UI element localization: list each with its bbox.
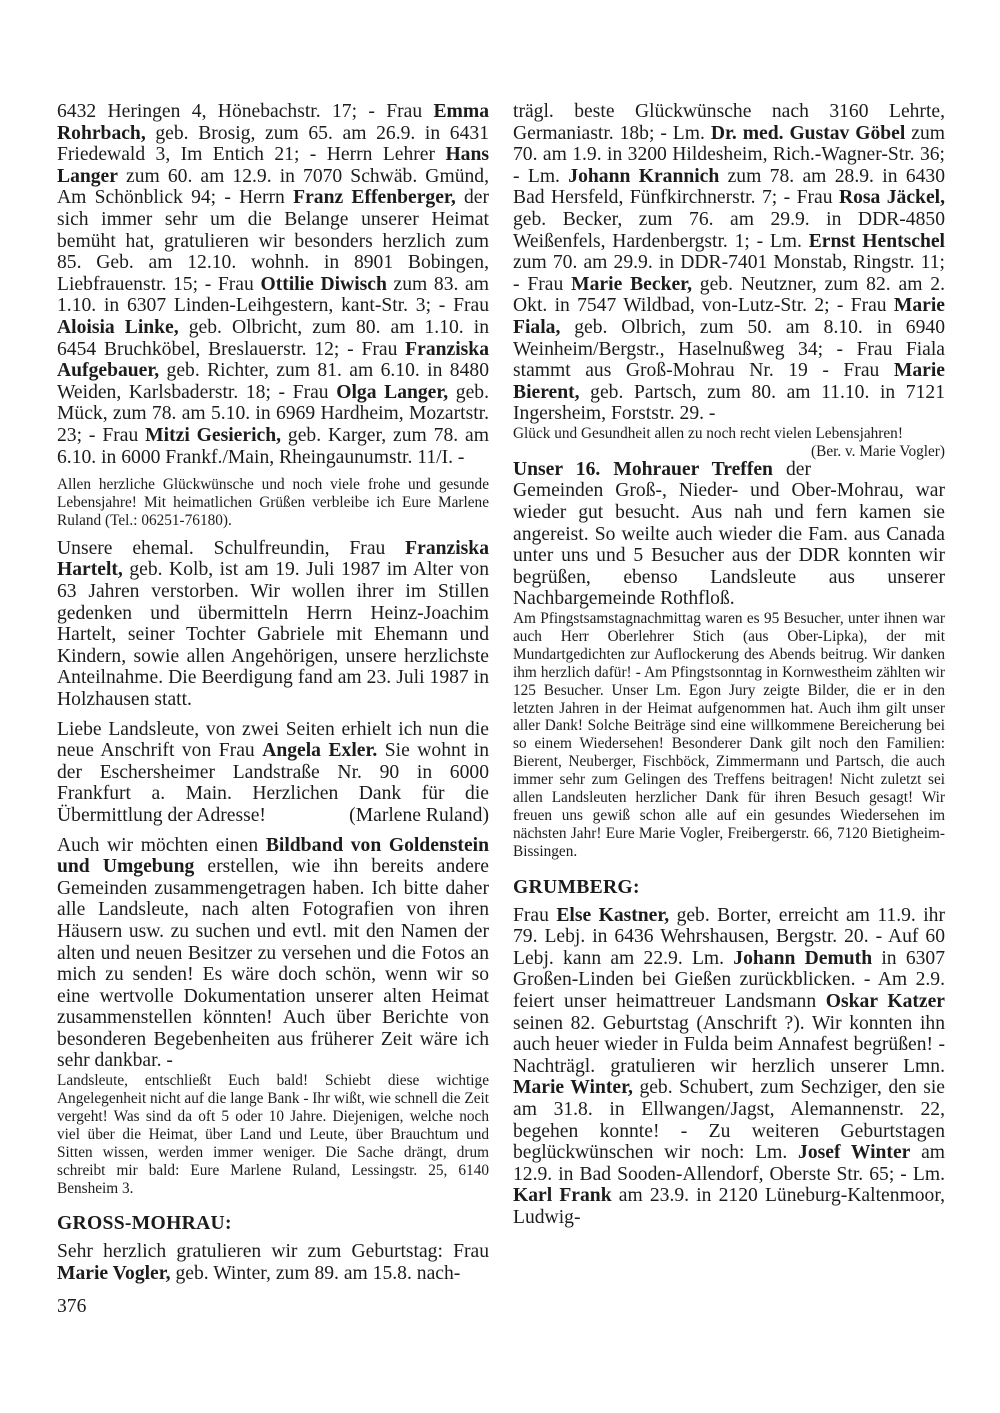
text-run: Sie wohnt in der Eschersheimer Landstraße Nr. 90 in 6000 Frankfurt a. Main. Herzlichen Dank für die Übermittlung der Adresse! — [57, 740, 489, 826]
text-run: in 6307 Großen-Linden bei Gießen zurückblicken. - Am 2.9. feiert unser heimattreuer Landsmann — [513, 947, 946, 1013]
text-run: zum 78. am 28.9. in 6430 Bad Hersfeld, Fünfkirchnerstr. 7; - Frau — [513, 165, 946, 209]
treffen-details: Am Pfingstsamstagnachmittag waren es 95 Besucher, unter ihnen war auch Herr Oberlehrer Stich (aus Ober-Lipka), der mit Mundartgedichten zur Auflockerung des Abends beitrug. Wir danken ihm herzlich dafür! - Am Pfingstsonntag in Kornwestheim zählten wir 125 Besucher. Unser Lm. Egon Jury zeigte Bilder, die er in den letzten Jahren in der Heimat aufgenommen hat. Auch ihm gilt unser aller Dank! Solche Beiträge sind eine willkommene Bereicherung bei so einem Wiedersehen! Besonderer Dank gilt noch den Familien: Bierent, Neuberger, Fischböck, Zimmermann und Partsch, die auch immer sehr zum Gelingen des Treffens beitragen! Nicht zuletzt sei allen Landsleuten herzlicher Dank für ihren Besuch gesagt! Wir freuen uns gewiß schon alle auf ein gesundes Wiedersehen im nächsten Jahr! Eure Marie Vogler, Freibergerstr. 66, 7120 Bietigheim-Bissingen. — [513, 609, 945, 860]
bold-name: Johann Krannich — [568, 165, 720, 187]
bold-name: Marie Bierent, — [513, 360, 945, 403]
text-run: geb. Karger, zum 78. am 6.10. in 6000 Frankf./Main, Rheingaunumstr. 11/I. - — [57, 424, 489, 468]
text-run: erstellen, wie ihn bereits andere Gemeinden zusammengetragen haben. Ich bitte daher alle Landsleute, nach alten Fotografien von ihren Häusern usw. zu suchen und evtl. mit den Namen der alten und neuen Besitzer zu versehen und die Fotos an mich zu senden! Es wäre doch schön, wenn wir so eine wertvolle Dokumentation unserer alten Heimat zusammenstellen könnten! Auch über Berichte von besonderen Begebenheiten aus früherer Zeit wäre ich sehr dankbar. - — [57, 856, 489, 1072]
text-run: geb. Richter, zum 81. am 6.10. in 8480 Weiden, Karlsbaderstr. 18; - Frau — [57, 360, 489, 403]
text-run: geb. Kolb, ist am 19. Juli 1987 im Alter von 63 Jahren verstorben. Wir wollen ihrer im Stillen gedenken und übermitteln Herrn Heinz-Joachim Hartelt, seiner Tochter Gabriele mit Ehemann und Kindern, sowie allen Angehörigen, unsere herzlichste Anteilnahme. Die Beerdigung fand am 23. Juli 1987 in Holzhausen statt. — [57, 559, 489, 710]
text-run: Auch wir möchten einen — [57, 834, 266, 856]
text-run: geb. Partsch, zum 80. am 11.10. in 7121 Ingersheim, Forststr. 29. - — [513, 381, 945, 425]
bildband-appeal: Landsleute, entschließt Euch bald! Schiebt diese wichtige Angelegenheit nicht auf die lange Bank - Ihr wißt, wie schnell die Zeit vergeht! Was sind da oft 5 oder 10 Jahre. Diejenigen, welche noch viel über die Heimat, über Land und Leute, über Brauchtum und Sitten wissen, werden immer weniger. Die Sache drängt, drum schreibt mir bald: Eure Marlene Ruland, Lessingstr. 25, 6140 Bensheim 3. — [57, 1072, 489, 1197]
bold-name: Josef Winter — [798, 1142, 911, 1164]
wish — [513, 424, 945, 460]
text-run: am 12.9. in Bad Sooden-Allendorf, Oberste Str. 65; - Lm. — [513, 1142, 946, 1185]
bold-name: Marie Fiala, — [513, 295, 945, 338]
text-run: der Gemeinden Groß-, Nieder- und Ober-Mohrau, war wieder gut besucht. Aus nah und fern kamen sie angereist. So weilte auch wieder die Fam. aus Canada unter uns und 5 Besucher aus der DDR konnten wir begrüßen, ebenso Landsleute aus unserer Nachbargemeinde Rothfloß. — [513, 458, 945, 610]
text-run: geb. Neutzner, zum 82. am 2. Okt. in 7547 Wildbad, von-Lutz-Str. 2; - Frau — [513, 273, 945, 317]
text-run: Liebe Landsleute, von zwei Seiten erhielt ich nun die neue Anschrift von Frau — [57, 718, 489, 762]
text-run: zum 70. am 1.9. in 3200 Hildesheim, Rich.-Wagner-Str. 36; - Lm. — [513, 122, 945, 187]
bold-name: Rosa Jäckel, — [838, 187, 945, 209]
text-run: geb. Becker, zum 76. am 29.9. in DDR-4850 Weißenfels, Hardenbergstr. 1; - Lm. — [513, 208, 945, 252]
gross-mohrau-intro — [57, 1241, 489, 1284]
text-run: Sehr herzlich gratulieren wir zum Geburtstag: Frau — [57, 1241, 489, 1263]
bold-name: Hans Langer — [57, 144, 489, 187]
bold-name: Franziska Hartelt, — [57, 537, 489, 581]
bold-name: Aloisia Linke, — [57, 316, 179, 338]
text-run: seinen 82. Geburtstag (Anschrift ?). Wir konnten ihn auch heuer wieder in Fulda beim Annafest begrüßen! - Nachträgl. gratulieren wir herzlich unserer Lmn. — [513, 1012, 945, 1077]
obituary-hartelt — [57, 538, 489, 711]
text-run: geb. Mück, zum 78. am 5.10. in 6969 Hardheim, Mozartstr. 23; - Frau — [57, 381, 490, 446]
bold-name: Marie Winter, — [513, 1077, 633, 1099]
bold-name: Marie Becker, — [571, 273, 692, 295]
address-notice-signature: (Marlene Ruland) — [349, 804, 489, 826]
page-number: 376 — [57, 1296, 87, 1317]
text-run: geb. Schubert, zum Sechziger, den sie am 31.8. in Ellwangen/Jagst, Alemannenstr. 22, begehen konnte! - Zu weiteren Geburtstagen beglückwünschen wir noch: Lm. — [513, 1077, 945, 1164]
text-run: zum 70. am 29.9. in DDR-7401 Monstab, Ringstr. 11; - Frau — [513, 252, 945, 295]
bold-name: Marie Vogler, — [57, 1263, 171, 1284]
text-run: 6432 Heringen 4, Hönebachstr. 17; - Frau — [57, 101, 434, 122]
text-run: der sich immer sehr um die Belange unserer Heimat bemüht hat, gratulieren wir besonders herzlich zum 85. Geb. am 12.10. wohnh. in 8901 Bobingen, Liebfrauenstr. 15; - Frau — [57, 187, 489, 295]
birthday-list-part1 — [57, 101, 489, 468]
birthday-list-part2 — [513, 101, 945, 425]
text-run: geb. Olbrich, zum 50. am 8.10. in 6940 Weinheim/Bergstr., Haselnußweg 34; - Frau Fiala stammt aus Groß-Mohrau Nr. 19 - Frau — [513, 316, 945, 382]
bold-name: Johann Demuth — [733, 947, 873, 969]
bold-name: Karl Frank — [513, 1185, 612, 1207]
heading-gross-mohrau: GROSS-MOHRAU: — [57, 1213, 232, 1235]
wish-text: Glück und Gesundheit allen zu noch recht vielen Lebensjahren! — [513, 424, 903, 442]
text-run: zum 83. am 1.10. in 6307 Linden-Leihgestern, kant-Str. 3; - Frau — [57, 273, 489, 317]
bold-name: Franz Effenberger, — [293, 187, 456, 209]
text-run: geb. Winter, zum 89. am 15.8. nach- — [170, 1263, 461, 1284]
bold-name: Olga Langer, — [336, 381, 449, 403]
grumberg-birthdays — [513, 905, 945, 1229]
bold-name: Mitzi Gesierich, — [145, 424, 282, 446]
bold-name: Ernst Hentschel — [808, 230, 945, 252]
heading-grumberg: GRUMBERG: — [513, 876, 640, 898]
text-run: geb. Brosig, zum 65. am 26.9. in 6431 Friedewald 3, Im Entich 21; - Herrn Lehrer — [57, 122, 489, 166]
bold-name: Franziska Aufgebauer, — [57, 338, 489, 382]
text-run: Unsere ehemal. Schulfreundin, Frau — [57, 537, 406, 559]
bold-name: Emma Rohrbach, — [57, 101, 489, 144]
left-column — [57, 101, 489, 1285]
right-column — [513, 101, 945, 1229]
bold-name: Else Kastner, — [556, 904, 670, 926]
mohrauer-treffen — [513, 459, 945, 610]
text-run: zum 60. am 12.9. in 7070 Schwäb. Gmünd, Am Schönblick 94; - Herrn — [57, 165, 489, 209]
text-run: geb. Borter, erreicht am 11.9. ihr 79. Lebj. in 6436 Wehrshausen, Bergstr. 20. - Auf 60 Lebj. kann am 22.9. Lm. — [513, 904, 945, 969]
greeting-ruland: Allen herzliche Glückwünsche und noch viele frohe und gesunde Lebensjahre! Mit heimatlichen Grüßen verbleibe ich Eure Marlene Ruland (Tel.: 06251-76180). — [57, 476, 489, 529]
wish-signature: (Ber. v. Marie Vogler) — [811, 442, 945, 460]
text-run: geb. Olbricht, zum 80. am 1.10. in 6454 Bruchköbel, Breslauerstr. 12; - Frau — [57, 316, 489, 360]
bold-name: Bildband von Goldenstein und Umgebung — [57, 834, 489, 878]
text-run: Frau — [513, 904, 557, 926]
text-run: am 23.9. in 2120 Lüneburg-Kaltenmoor, Ludwig- — [513, 1185, 945, 1228]
address-notice — [57, 719, 489, 827]
bold-name: Dr. med. Gustav Göbel — [710, 122, 906, 144]
bold-name: Ottilie Diwisch — [260, 273, 387, 295]
bildband-request — [57, 835, 489, 1073]
text-run: trägl. beste Glückwünsche nach 3160 Lehrte, Germaniastr. 18b; - Lm. — [513, 101, 945, 144]
bold-name: Unser 16. Mohrauer Treffen — [513, 458, 773, 480]
bold-name: Oskar Katzer — [825, 991, 945, 1013]
bold-name: Angela Exler. — [262, 740, 378, 762]
